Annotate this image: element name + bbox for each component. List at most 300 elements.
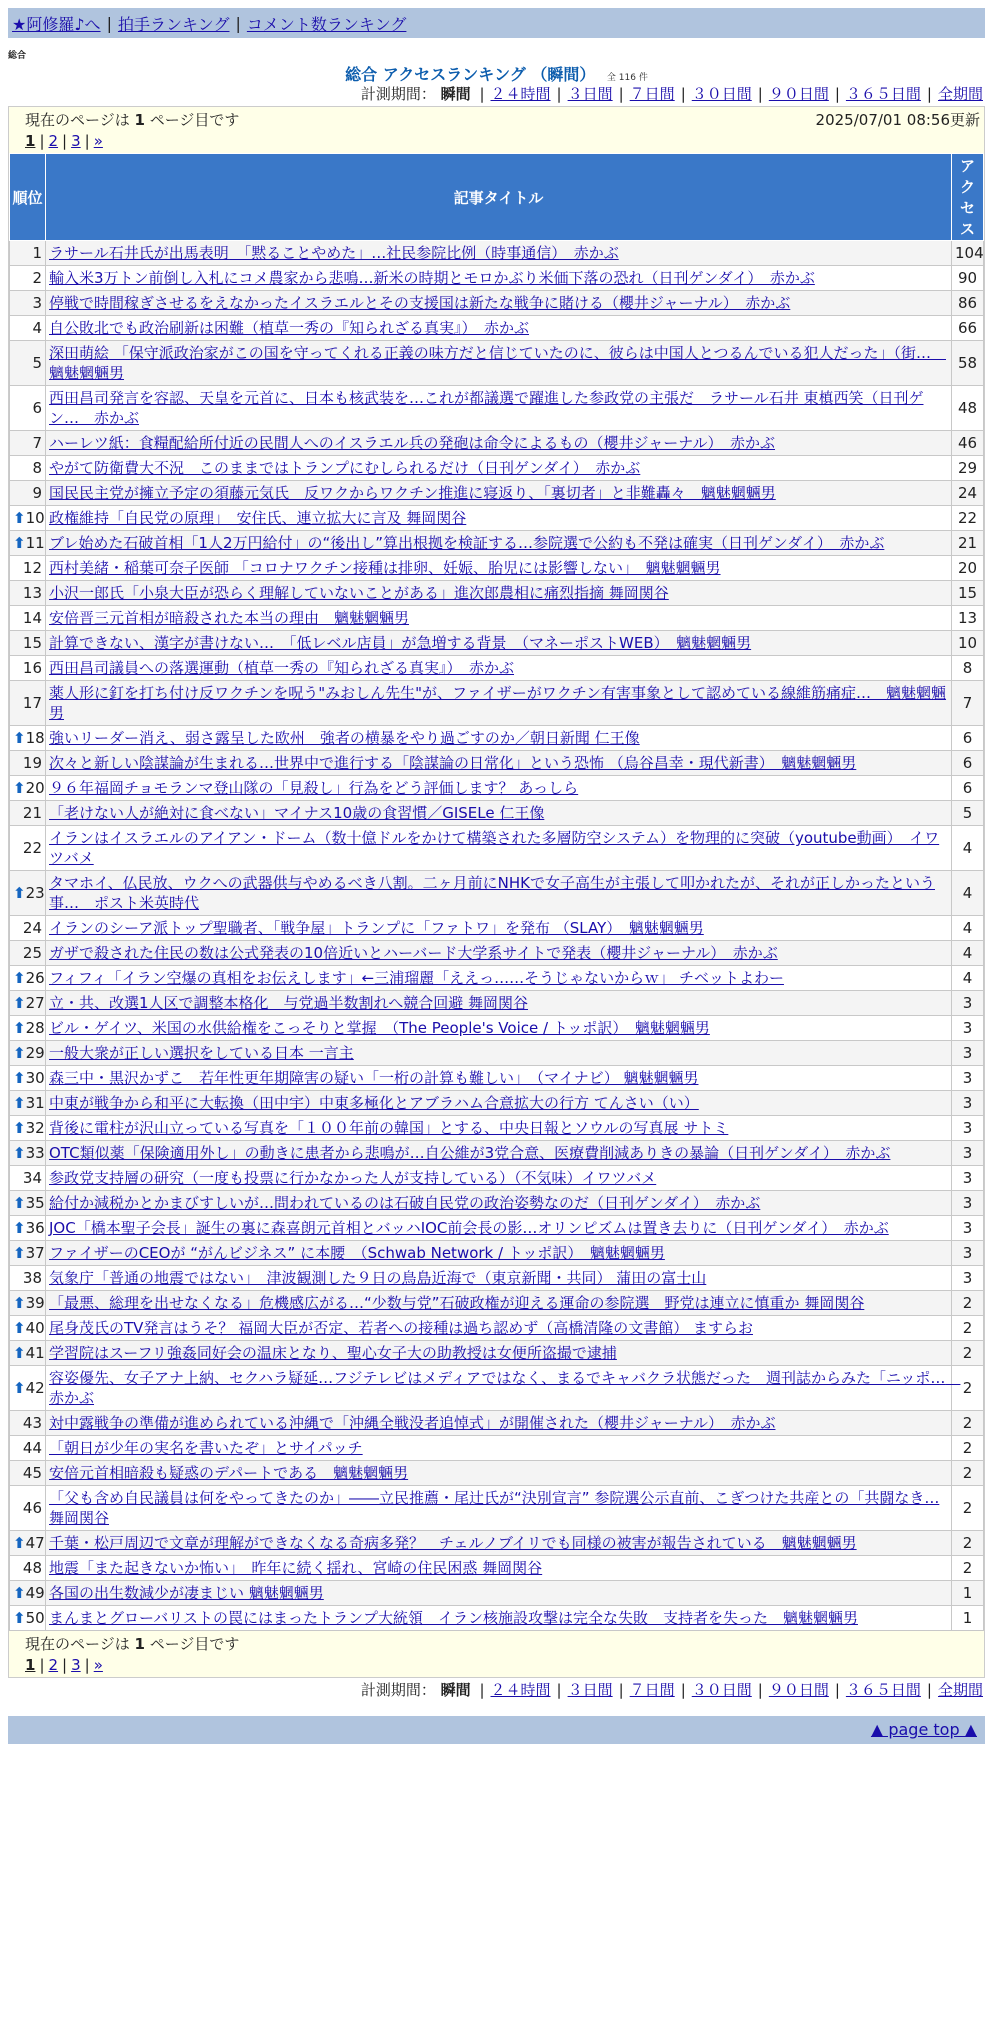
table-row — [10, 606, 984, 631]
article-link[interactable]: 森三中・黒沢かずこ 若年性更年期障害の疑い「一桁の計算も難しい」 （マイナビ） 魑魅魍魎男 — [49, 1069, 699, 1087]
title-cell — [46, 1436, 952, 1461]
table-row — [10, 1461, 984, 1486]
table-row — [10, 966, 984, 991]
title-cell — [46, 631, 952, 656]
rank-number: 44 — [22, 1439, 42, 1457]
access-count: 3 — [952, 1066, 984, 1091]
updated-timestamp: 2025/07/01 08:56更新 — [815, 111, 980, 129]
article-link[interactable]: ファイザーのCEOが “がんビジネス” に本腰 （Schwab Network / トッポ訳） 魑魅魍魎男 — [49, 1244, 665, 1262]
article-link[interactable]: イランはイスラエルのアイアン・ドーム（数十億ドルをかけて構築された多層防空システム）を物理的に突破（youtube動画） イワツバメ — [49, 829, 940, 867]
table-row — [10, 581, 984, 606]
item-count: 全 116 件 — [606, 73, 648, 83]
article-link[interactable]: 立・共、改選1人区で調整本格化 与党過半数割れへ競合回避 舞岡関谷 — [49, 994, 529, 1012]
rank-number: 29 — [25, 1044, 45, 1062]
article-link[interactable]: ブレ始めた石破首相「1人2万円給付」の“後出し”算出根拠を検証する…参院選で公約も不発は確実（日刊ゲンダイ） 赤かぶ — [49, 534, 885, 552]
period-link[interactable]: ９０日間 — [768, 1681, 829, 1699]
rank-number: 27 — [25, 994, 45, 1012]
title-cell — [46, 1581, 952, 1606]
article-link[interactable]: 地震「また起きないか怖い」 昨年に続く揺れ、宮崎の住民困惑 舞岡関谷 — [49, 1559, 543, 1577]
rank-number: 22 — [22, 839, 42, 857]
article-link[interactable]: まんまとグローバリストの罠にはまったトランプ大統領 イラン核施設攻撃は完全な失敗 支持者を失った 魑魅魍魎男 — [49, 1609, 858, 1627]
article-link[interactable]: イランのシーア派トップ聖職者、「戦争屋」トランプに「ファトワ」を発布 （SLAY） 魑魅魍魎男 — [49, 919, 704, 937]
period-link[interactable]: ３６５日間 — [845, 1681, 921, 1699]
access-count: 6 — [952, 776, 984, 801]
table-row — [10, 1581, 984, 1606]
page-separator: | — [39, 132, 45, 150]
access-count: 1 — [952, 1581, 984, 1606]
rank-cell — [10, 266, 46, 291]
title-cell — [46, 966, 952, 991]
page-current: 1 — [25, 1656, 36, 1674]
table-row — [10, 531, 984, 556]
article-link[interactable]: やがて防衛費大不況 このままではトランプにむしられるだけ（日刊ゲンダイ） 赤かぶ — [49, 459, 641, 477]
title-cell — [46, 531, 952, 556]
rank-number: 37 — [25, 1244, 45, 1262]
rank-cell — [10, 241, 46, 266]
access-count: 48 — [952, 386, 984, 431]
rank-number: 17 — [22, 694, 42, 712]
period-separator: | — [926, 85, 932, 103]
title-cell — [46, 941, 952, 966]
access-count: 3 — [952, 991, 984, 1016]
rank-up-icon: ⬆ — [13, 1094, 26, 1112]
period-separator: | — [834, 85, 840, 103]
article-link[interactable]: 背後に電柱が沢山立っている写真を「１００年前の韓国」とする、中央日報とソウルの写真展 サトミ — [49, 1119, 729, 1137]
rank-up-icon: ⬆ — [13, 1019, 26, 1037]
rank-cell — [10, 1436, 46, 1461]
period-link[interactable]: 全期間 — [937, 85, 983, 103]
article-link[interactable]: 安倍晋三元首相が暗殺された本当の理由 魑魅魍魎男 — [49, 609, 410, 627]
article-link[interactable]: 尾身茂氏のTV発言はうそ？ 福岡大臣が否定、若者への接種は過ち認めず（高橋清隆の文書館） ますらお — [49, 1319, 753, 1337]
article-link[interactable]: 給付か減税かとかまびすしいが…問われているのは石破自民党の政治姿勢なのだ（日刊ゲンダイ） 赤かぶ — [49, 1194, 761, 1212]
article-link[interactable]: 強いリーダー消え、弱さ露呈した欧州 強者の横暴をやり過ごすのか／朝日新聞 仁王像 — [49, 729, 640, 747]
table-row — [10, 1191, 984, 1216]
table-row — [10, 506, 984, 531]
access-count: 4 — [952, 916, 984, 941]
table-row — [10, 1341, 984, 1366]
access-count: 7 — [952, 681, 984, 726]
rank-number: 6 — [32, 399, 42, 417]
article-link[interactable]: ガザで殺された住民の数は公式発表の10倍近いとハーバード大学系サイトで発表（櫻井ジャーナル） 赤かぶ — [49, 944, 778, 962]
period-selector-top — [8, 82, 985, 106]
title-cell — [46, 1091, 952, 1116]
rank-number: 13 — [22, 584, 42, 602]
article-link[interactable]: 参政党支持層の研究（一度も投票に行かなかった人が支持している）（不気味）イワツバメ — [49, 1169, 657, 1187]
article-link[interactable]: 次々と新しい陰謀論が生まれる…世界中で進行する「陰謀論の日常化」という恐怖 （烏谷昌幸・現代新書） 魑魅魍魎男 — [49, 754, 857, 772]
article-link[interactable]: ビル・ゲイツ、米国の水供給権をこっそりと掌握 （The People's Voice / トッポ訳） 魑魅魍魎男 — [49, 1019, 710, 1037]
period-link[interactable]: ９０日間 — [768, 85, 829, 103]
rank-number: 14 — [22, 609, 42, 627]
rank-cell — [10, 1241, 46, 1266]
period-separator: | — [556, 1681, 562, 1699]
table-row — [10, 241, 984, 266]
rank-number: 25 — [22, 944, 42, 962]
rank-number: 30 — [25, 1069, 45, 1087]
access-header: アクセス — [952, 154, 984, 241]
title-cell — [46, 871, 952, 916]
access-count: 2 — [952, 1411, 984, 1436]
next-page-link[interactable]: » — [93, 1656, 103, 1674]
page-link[interactable]: 3 — [71, 132, 81, 150]
rank-number: 7 — [32, 434, 42, 452]
table-row — [10, 916, 984, 941]
access-count: 3 — [952, 1041, 984, 1066]
table-row — [10, 726, 984, 751]
rank-up-icon: ⬆ — [13, 509, 26, 527]
article-link[interactable]: 西村美緒・稲葉可奈子医師 「コロナワクチン接種は排卵、妊娠、胎児には影響しない」 魑魅魍魎男 — [49, 559, 721, 577]
access-count: 13 — [952, 606, 984, 631]
article-link[interactable]: ９６年福岡チョモランマ登山隊の「見殺し」行為をどう評価します？ あっしら — [49, 779, 579, 797]
title-cell — [46, 1216, 952, 1241]
rank-number: 45 — [22, 1464, 42, 1482]
rank-up-icon: ⬆ — [13, 994, 26, 1012]
title-cell — [46, 656, 952, 681]
title-cell — [46, 556, 952, 581]
period-link[interactable]: 全期間 — [937, 1681, 983, 1699]
rank-number: 12 — [22, 559, 42, 577]
rank-up-icon: ⬆ — [13, 1244, 26, 1262]
rank-cell — [10, 1216, 46, 1241]
access-count: 4 — [952, 871, 984, 916]
article-link[interactable]: 「最悪、総理を出せなくなる」危機感広がる…“少数与党”石破政権が迎える運命の参院選 野党は連立に慎重か 舞岡関谷 — [49, 1294, 865, 1312]
rank-up-icon: ⬆ — [13, 1044, 26, 1062]
access-count: 2 — [952, 1486, 984, 1531]
title-cell — [46, 1016, 952, 1041]
access-count: 4 — [952, 826, 984, 871]
table-row — [10, 681, 984, 726]
rank-cell — [10, 1316, 46, 1341]
access-count: 3 — [952, 1266, 984, 1291]
title-cell — [46, 1291, 952, 1316]
article-link[interactable]: 政権維持「自民党の原理」 安住氏、連立拡大に言及 舞岡関谷 — [49, 509, 467, 527]
rank-cell — [10, 531, 46, 556]
period-separator: | — [757, 1681, 763, 1699]
access-count: 2 — [952, 1316, 984, 1341]
article-link[interactable]: 気象庁「普通の地震ではない」 津波観測した９日の鳥島近海で（東京新聞・共同） 蒲田の富士山 — [49, 1269, 707, 1287]
access-count: 86 — [952, 291, 984, 316]
table-row — [10, 1091, 984, 1116]
title-cell — [46, 316, 952, 341]
rank-number: 40 — [25, 1319, 45, 1337]
article-link[interactable]: 「父も含め自民議員は何をやってきたのか」――立民推薦・尾辻氏が“決別宣言” 参院選公示直前、こぎつけた共産との「共闘なき… 舞岡関谷 — [49, 1489, 940, 1527]
clap-ranking-link[interactable]: 拍手ランキング — [117, 14, 230, 34]
rank-up-icon: ⬆ — [13, 1609, 26, 1627]
rank-number: 8 — [32, 459, 42, 477]
article-link[interactable]: 「朝日が少年の実名を書いたぞ」とサイパッチ — [49, 1439, 363, 1457]
period-link[interactable]: ３日間 — [567, 1681, 613, 1699]
title-cell — [46, 681, 952, 726]
page-title — [8, 62, 985, 82]
table-row — [10, 481, 984, 506]
top-navigation — [8, 8, 985, 38]
title-cell — [46, 1116, 952, 1141]
article-link[interactable]: 各国の出生数減少が凄まじい 魑魅魍魎男 — [49, 1584, 324, 1602]
comment-ranking-link[interactable]: コメント数ランキング — [246, 14, 407, 34]
article-link[interactable]: 自公敗北でも政治刷新は困難（植草一秀の『知られざる真実』） 赤かぶ — [49, 319, 530, 337]
page-separator: | — [84, 1656, 90, 1674]
rank-cell — [10, 1091, 46, 1116]
title-cell — [46, 456, 952, 481]
rank-cell — [10, 1411, 46, 1436]
rank-number: 46 — [22, 1499, 42, 1517]
table-row — [10, 291, 984, 316]
period-separator: | — [556, 85, 562, 103]
rank-cell — [10, 1166, 46, 1191]
rank-cell — [10, 826, 46, 871]
article-link[interactable]: 西田昌司発言を容認、天皇を元首に、日本も核武装を…これが都議選で躍進した参政党の主張だ ラサール石井 東槙西笑（日刊ゲン… 赤かぶ — [49, 389, 924, 427]
access-count: 2 — [952, 1366, 984, 1411]
title-cell — [46, 506, 952, 531]
period-separator: | — [479, 1681, 485, 1699]
page-status: 現在のページは 1 ページ目です — [25, 1635, 240, 1653]
rank-up-icon: ⬆ — [13, 1194, 26, 1212]
access-count: 3 — [952, 1141, 984, 1166]
article-link[interactable]: 深田萌絵 「保守派政治家がこの国を守ってくれる正義の味方だと信じていたのに、彼らは中国人とつるんでいる犯人だった」（街… 魑魅魍魎男 — [49, 344, 946, 382]
rank-number: 50 — [25, 1609, 45, 1627]
period-separator: | — [680, 85, 686, 103]
rank-number: 35 — [25, 1194, 45, 1212]
title-cell — [46, 1606, 952, 1631]
article-link[interactable]: OTC類似薬「保険適用外し」の動きに患者から悲鳴が…自公維が3党合意、医療費削減ありきの暴論（日刊ゲンダイ） 赤かぶ — [49, 1144, 891, 1162]
access-count: 3 — [952, 1241, 984, 1266]
rank-cell — [10, 386, 46, 431]
period-current: 瞬間 — [440, 1681, 471, 1699]
rank-number: 9 — [32, 484, 42, 502]
table-row — [10, 1266, 984, 1291]
rank-number: 47 — [25, 1534, 45, 1552]
article-link[interactable]: 計算できない、漢字が書けない… 「低レベル店員」が急増する背景 （マネーポストWEB） 魑魅魍魎男 — [49, 634, 752, 652]
table-row — [10, 631, 984, 656]
table-row — [10, 1141, 984, 1166]
page-status: 現在のページは 1 ページ目です — [25, 111, 240, 129]
title-cell — [46, 826, 952, 871]
period-link[interactable]: ２４時間 — [490, 85, 551, 103]
rank-up-icon: ⬆ — [13, 1119, 26, 1137]
rank-cell — [10, 871, 46, 916]
rank-number: 33 — [25, 1144, 45, 1162]
access-count: 2 — [952, 1556, 984, 1581]
rank-up-icon: ⬆ — [13, 534, 26, 552]
page-title-text: 総合 アクセスランキング （瞬間） — [345, 65, 596, 84]
status-row — [9, 107, 984, 131]
title-cell — [46, 1341, 952, 1366]
rank-cell — [10, 506, 46, 531]
period-separator: | — [618, 85, 624, 103]
rank-cell — [10, 1191, 46, 1216]
access-count: 21 — [952, 531, 984, 556]
rank-up-icon: ⬆ — [13, 969, 26, 987]
article-link[interactable]: 中東が戦争から和平に大転換（田中宇）中東多極化とアブラハム合意拡大の行方 てんさい（い） — [49, 1094, 699, 1112]
article-link[interactable]: 千葉・松戸周辺で文章が理解ができなくなる奇病多発？ チェルノブイリでも同様の被害が報告されている 魑魅魍魎男 — [49, 1534, 857, 1552]
title-cell — [46, 1266, 952, 1291]
ranking-table — [9, 153, 984, 1631]
rank-cell — [10, 1041, 46, 1066]
rank-up-icon: ⬆ — [13, 1069, 26, 1087]
period-link[interactable]: ３６５日間 — [845, 85, 921, 103]
rank-cell — [10, 1581, 46, 1606]
table-row — [10, 1291, 984, 1316]
article-link[interactable]: 停戦で時間稼ぎさせるをえなかったイスラエルとその支援国は新たな戦争に賭ける（櫻井ジャーナル） 赤かぶ — [49, 294, 791, 312]
title-cell — [46, 481, 952, 506]
rank-cell — [10, 556, 46, 581]
table-row — [10, 941, 984, 966]
access-count: 8 — [952, 656, 984, 681]
rank-cell — [10, 316, 46, 341]
table-row — [10, 386, 984, 431]
article-link[interactable]: 学習院はスーフリ強姦同好会の温床となり、聖心女子大の助教授は女便所盗撮で逮捕 — [49, 1344, 617, 1362]
pagination-top — [9, 131, 984, 153]
rank-cell — [10, 1366, 46, 1411]
title-cell — [46, 606, 952, 631]
rank-number: 23 — [25, 884, 45, 902]
rank-number: 26 — [25, 969, 45, 987]
rank-cell — [10, 631, 46, 656]
rank-number: 39 — [25, 1294, 45, 1312]
rank-cell — [10, 1291, 46, 1316]
table-row — [10, 776, 984, 801]
access-count: 66 — [952, 316, 984, 341]
page-separator: | — [62, 1656, 68, 1674]
access-count: 29 — [952, 456, 984, 481]
access-count: 20 — [952, 556, 984, 581]
table-row — [10, 1411, 984, 1436]
rank-cell — [10, 751, 46, 776]
page-link[interactable]: 3 — [71, 1656, 81, 1674]
page — [8, 8, 985, 1744]
access-count: 2 — [952, 1461, 984, 1486]
title-cell — [46, 431, 952, 456]
access-count: 6 — [952, 726, 984, 751]
rank-up-icon: ⬆ — [13, 884, 26, 902]
title-cell — [46, 751, 952, 776]
access-count: 6 — [952, 751, 984, 776]
access-count: 3 — [952, 1166, 984, 1191]
access-count: 2 — [952, 1531, 984, 1556]
article-link[interactable]: 西田昌司議員への落選運動（植草一秀の『知られざる真実』） 赤かぶ — [49, 659, 515, 677]
access-count: 2 — [952, 1291, 984, 1316]
pagination-bottom — [9, 1655, 984, 1677]
article-link[interactable]: JOC「橋本聖子会長」誕生の裏に森喜朗元首相とバッハIOC前会長の影…オリンピズムは置き去りに（日刊ゲンダイ） 赤かぶ — [49, 1219, 889, 1237]
rank-cell — [10, 1461, 46, 1486]
period-link[interactable]: ３日間 — [567, 85, 613, 103]
page-link[interactable]: 2 — [48, 132, 59, 150]
rank-cell — [10, 681, 46, 726]
article-link[interactable]: 国民民主党が擁立予定の須藤元気氏 反ワクからワクチン推進に寝返り、「裏切者」と非難轟々 魑魅魍魎男 — [49, 484, 776, 502]
period-link[interactable]: ２４時間 — [490, 1681, 551, 1699]
title-cell — [46, 1531, 952, 1556]
table-row — [10, 1316, 984, 1341]
rank-number: 5 — [32, 354, 42, 372]
period-separator: | — [926, 1681, 932, 1699]
table-row — [10, 316, 984, 341]
period-current: 瞬間 — [440, 85, 471, 103]
period-link[interactable]: ７日間 — [629, 85, 675, 103]
rank-cell — [10, 801, 46, 826]
table-row — [10, 1166, 984, 1191]
rank-cell — [10, 481, 46, 506]
access-count: 4 — [952, 941, 984, 966]
title-cell — [46, 726, 952, 751]
rank-number: 4 — [32, 319, 42, 337]
title-cell — [46, 991, 952, 1016]
table-row — [10, 801, 984, 826]
rank-cell — [10, 1116, 46, 1141]
bottom-navigation — [8, 1716, 985, 1744]
title-cell — [46, 581, 952, 606]
table-row — [10, 1436, 984, 1461]
period-link[interactable]: ３０日間 — [691, 85, 752, 103]
table-row — [10, 656, 984, 681]
article-link[interactable]: 薬人形に釘を打ち付け反ワクチンを呪う"みおしん先生"が、ファイザーがワクチン有害事象として認めている線維筋痛症… 魑魅魍魎男 — [49, 684, 947, 722]
access-count: 5 — [952, 801, 984, 826]
article-link[interactable]: 一般大衆が正しい選択をしている日本 一言主 — [49, 1044, 354, 1062]
period-selector-bottom — [8, 1678, 985, 1702]
rank-number: 48 — [22, 1559, 42, 1577]
rank-cell — [10, 726, 46, 751]
title-cell — [46, 241, 952, 266]
rank-up-icon: ⬆ — [13, 1534, 26, 1552]
rank-up-icon: ⬆ — [13, 1344, 26, 1362]
table-row — [10, 1041, 984, 1066]
article-link[interactable]: 対中露戦争の準備が進められている沖縄で「沖縄全戦没者追悼式」が開催された（櫻井ジャーナル） 赤かぶ — [49, 1414, 776, 1432]
rank-cell — [10, 431, 46, 456]
title-cell — [46, 266, 952, 291]
rank-up-icon: ⬆ — [13, 1219, 26, 1237]
page-link[interactable]: 2 — [48, 1656, 59, 1674]
title-cell — [46, 1241, 952, 1266]
breadcrumb: 総合 — [8, 51, 27, 61]
rank-number: 28 — [25, 1019, 45, 1037]
article-link[interactable]: 安倍元首相暗殺も疑惑のデパートである 魑魅魍魎男 — [49, 1464, 409, 1482]
access-count: 46 — [952, 431, 984, 456]
rank-cell — [10, 1556, 46, 1581]
title-cell — [46, 1141, 952, 1166]
period-link[interactable]: ７日間 — [629, 1681, 675, 1699]
title-cell — [46, 291, 952, 316]
title-cell — [46, 1486, 952, 1531]
table-row — [10, 1241, 984, 1266]
rank-number: 31 — [25, 1094, 45, 1112]
rank-number: 2 — [32, 269, 42, 287]
article-link[interactable]: ハーレツ紙：食糧配給所付近の民間人へのイスラエル兵の発砲は命令によるもの（櫻井ジャーナル） 赤かぶ — [49, 434, 776, 452]
period-links — [475, 1681, 985, 1699]
article-link[interactable]: フィフィ「イラン空爆の真相をお伝えします」←三浦瑠麗「ええっ……そうじゃないからｗ」 チベットよわー — [49, 969, 784, 987]
access-count: 3 — [952, 1091, 984, 1116]
article-link[interactable]: ラサール石井氏が出馬表明 「黙ることやめた」…社民参院比例（時事通信） 赤かぶ — [49, 244, 619, 262]
title-cell — [46, 386, 952, 431]
rank-up-icon: ⬆ — [13, 1144, 26, 1162]
rank-number: 21 — [22, 804, 42, 822]
article-link[interactable]: 小沢一郎氏「小泉大臣が恐らく理解していないことがある」進次郎農相に痛烈指摘 舞岡関谷 — [49, 584, 669, 602]
next-page-link[interactable]: » — [93, 132, 103, 150]
article-link[interactable]: 「老けない人が絶対に食べない」マイナス10歳の食習慣／GISELe 仁王像 — [49, 804, 545, 822]
page-separator: | — [62, 132, 68, 150]
table-row — [10, 1531, 984, 1556]
article-link[interactable]: 輸入米3万トン前倒し入札にコメ農家から悲鳴…新米の時期とモロかぶり米価下落の恐れ（日刊ゲンダイ） 赤かぶ — [49, 269, 815, 287]
access-count: 3 — [952, 1116, 984, 1141]
rank-cell — [10, 991, 46, 1016]
article-link[interactable]: タマホイ、仏民放、ウクへの武器供与やめるべき八割。二ヶ月前にNHKで女子高生が主張して叩かれたが、それが正しかったという事… ポスト米英時代 — [49, 874, 935, 912]
page-top-link[interactable]: ▲ page top ▲ — [870, 1720, 977, 1739]
period-separator: | — [834, 1681, 840, 1699]
rank-cell — [10, 916, 46, 941]
period-link[interactable]: ３０日間 — [691, 1681, 752, 1699]
period-separator: | — [757, 85, 763, 103]
rank-cell — [10, 1486, 46, 1531]
article-link[interactable]: 容姿優先、女子アナ上納、セクハラ疑延…フジテレビはメディアではなく、まるでキャバクラ状態だった 週刊誌からみた「ニッポ… 赤かぶ — [49, 1369, 961, 1407]
rank-cell — [10, 1266, 46, 1291]
home-link[interactable]: ★阿修羅♪へ — [12, 14, 101, 34]
